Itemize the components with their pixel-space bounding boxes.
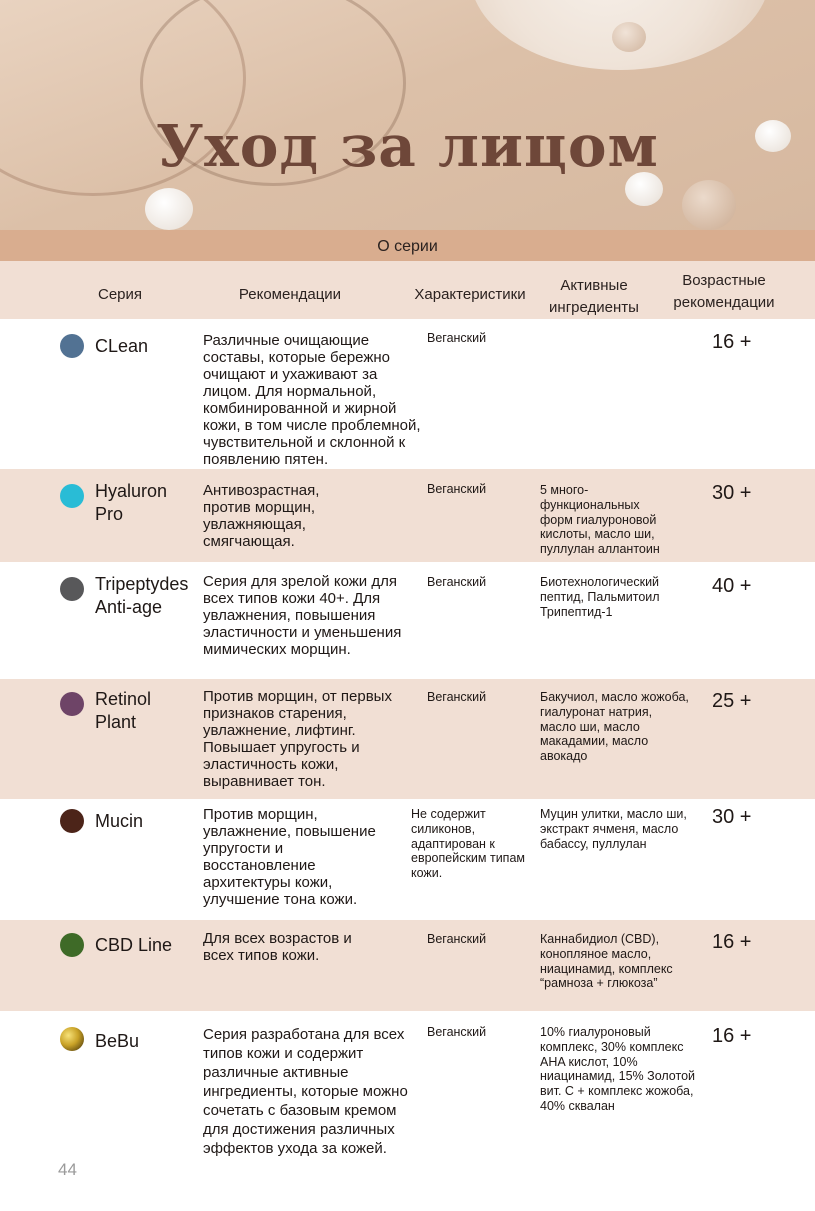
series-age: 16 + xyxy=(712,1025,752,1047)
series-recommendation: Серия разработана для всех типов кожи и содержит различные активные ингредиенты, которые можно сочетать с базовым кремом для достижения различных эффектов ухода за кожей. xyxy=(203,1026,408,1158)
series-characteristics: Веганский xyxy=(427,331,487,345)
series-age: 16 + xyxy=(712,931,752,953)
series-characteristics: Веганский xyxy=(427,482,487,496)
series-characteristics: Веганский xyxy=(427,1025,487,1039)
table-row xyxy=(0,679,815,799)
column-header-age: Возрастные рекомендации xyxy=(673,272,775,311)
table-row xyxy=(0,1011,815,1211)
column-header-characteristics: Характеристики xyxy=(414,286,526,303)
series-age: 30 + xyxy=(712,806,752,828)
page-title: Уход за лицом xyxy=(156,112,659,180)
series-recommendation: Против морщин, от первых признаков старения, увлажнение, лифтинг. Повышает упругость и эластичность кожи, выравнивает тон. xyxy=(203,688,392,790)
serum-bubble xyxy=(612,22,646,52)
series-name: CBD Line xyxy=(95,935,173,955)
table-row xyxy=(0,562,815,679)
table-row xyxy=(0,799,815,920)
series-color-dot xyxy=(60,484,84,508)
table-row xyxy=(0,920,815,1011)
series-name: BeBu xyxy=(95,1031,140,1051)
series-name: Tripeptydes Anti-age xyxy=(95,574,189,618)
series-color-dot xyxy=(60,334,84,358)
series-characteristics: Не содержит силиконов, адаптирован к европейским типам кожи. xyxy=(411,807,525,880)
series-characteristics: Веганский xyxy=(427,690,487,704)
series-color-dot xyxy=(60,933,84,957)
series-recommendation: Антивозрастная, против морщин, увлажняющая, смягчающая. xyxy=(203,482,320,550)
table-header xyxy=(0,261,815,319)
series-color-dot xyxy=(60,809,84,833)
series-recommendation: Против морщин, увлажнение, повышение упругости и восстановление архитектуры кожи, улучшение тона кожи. xyxy=(203,806,376,908)
table-row xyxy=(0,469,815,562)
cream-drop xyxy=(145,188,193,230)
series-recommendation: Для всех возрастов и всех типов кожи. xyxy=(203,930,352,964)
series-ingredients: 5 много-функциональных форм гиалуроновой кислоты, масло ши, пуллулан аллантоин xyxy=(540,483,660,556)
column-header-ingredients: Активные ингредиенты xyxy=(549,277,639,316)
series-age: 40 + xyxy=(712,575,752,597)
page-number: 44 xyxy=(58,1160,77,1179)
series-color-dot xyxy=(60,692,84,716)
series-name: Hyaluron Pro xyxy=(95,481,168,525)
series-ingredients: Муцин улитки, масло ши, экстракт ячменя, масло бабассу, пуллулан xyxy=(540,807,687,851)
serum-bubble xyxy=(682,180,736,230)
series-age: 16 + xyxy=(712,331,752,353)
series-recommendation: Серия для зрелой кожи для всех типов кожи 40+. Для увлажнения, повышения эластичности и уменьшения мимических морщин. xyxy=(203,573,402,658)
series-recommendation: Различные очищающие составы, которые бережно очищают и ухаживают за лицом. Для нормальной, комбинированной и жирной кожи, в том числе проблемной, чувствительной и склонной к появлению пятен. xyxy=(203,332,421,468)
series-age: 30 + xyxy=(712,482,752,504)
series-ingredients: 10% гиалуроновый комплекс, 30% комплекс AHA кислот, 10% ниацинамид, 15% Золотой вит. С + комплекс жожоба, 40% сквалан xyxy=(540,1025,695,1113)
series-characteristics: Веганский xyxy=(427,932,487,946)
section-header: О серии xyxy=(0,230,815,261)
series-age: 25 + xyxy=(712,690,752,712)
column-header-series: Серия xyxy=(97,286,143,303)
series-name: Mucin xyxy=(95,811,144,831)
series-name: Retinol Plant xyxy=(95,689,152,733)
series-ingredients: Бакучиол, масло жожоба, гиалуронат натрия, масло ши, масло макадамии, масло авокадо xyxy=(540,690,689,763)
column-header-recommendations: Рекомендации xyxy=(238,286,342,303)
series-ingredients: Биотехнологический пептид, Пальмитоил Трипептид-1 xyxy=(540,575,660,619)
table-row xyxy=(0,319,815,469)
series-color-dot xyxy=(60,1027,84,1051)
series-ingredients: Каннабидиол (CBD), конопляное масло, ниацинамид, комплекс “рамноза + глюкоза” xyxy=(540,932,673,991)
series-name: CLean xyxy=(95,336,149,356)
series-characteristics: Веганский xyxy=(427,575,487,589)
series-color-dot xyxy=(60,577,84,601)
